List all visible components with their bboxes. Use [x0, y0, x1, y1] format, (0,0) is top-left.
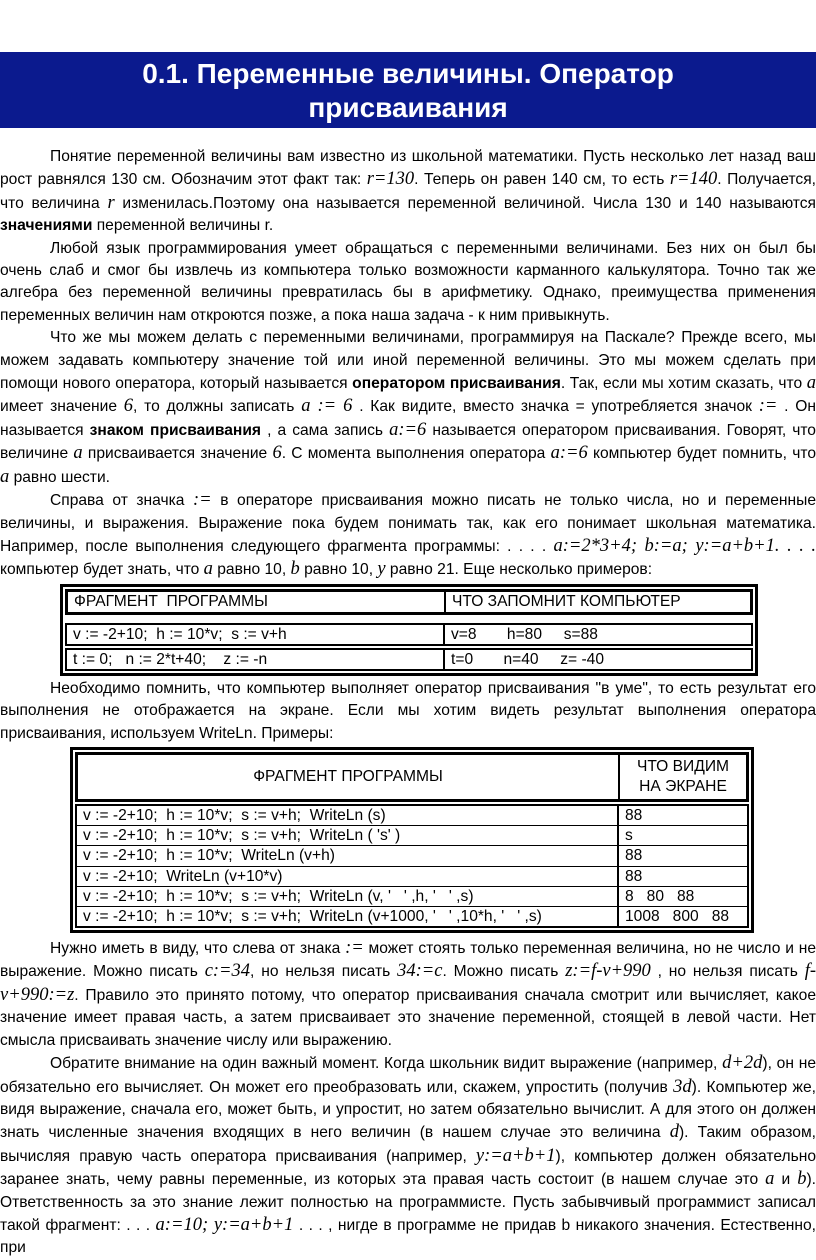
- text-run: , то должны записать: [133, 398, 302, 416]
- math-expr: :=: [758, 396, 778, 417]
- math-expr: a: [806, 373, 816, 394]
- math-expr: r=140: [669, 169, 718, 190]
- bold-term: знаком присваивания: [89, 421, 262, 439]
- text-run: Справа от значка: [50, 492, 193, 510]
- text-run: равно 10,: [212, 561, 291, 579]
- text-run: , но нельзя писать: [650, 963, 805, 981]
- math-expr: :=: [193, 490, 212, 511]
- table-row: [77, 846, 747, 866]
- math-expr: 34:=c: [397, 961, 443, 982]
- math-expr: c:=34: [204, 961, 251, 982]
- math-expr: a: [0, 466, 10, 487]
- paragraph-6: [0, 937, 816, 1052]
- text-run: равно 21. Еще несколько примеров:: [385, 561, 653, 579]
- text-run: изменилась.Поэтому она называется переменной величиной. Числа 130 и 140 называются: [114, 194, 816, 212]
- row-output: 88: [625, 847, 643, 865]
- row-output: 8 80 88: [625, 887, 695, 905]
- table-row: [77, 826, 747, 846]
- text-run: переменной величины r.: [92, 217, 274, 235]
- text-run: может стоять только переменная величина, но не число и не выражение. Можно писать: [0, 940, 816, 981]
- text-run: Понятие переменной величины вам известно из школьной математики. Пусть несколько лет назад ваш рост равнялся 130 см. Обозначим этот факт так:: [0, 148, 816, 189]
- text-run: ). Компьютер же, видя выражение, сначала его, может быть, и упростит, но затем обязательно вычислит. А для этого он должен знать численные значения входящих в него величин (в нашем случае это величина: [0, 1078, 816, 1142]
- text-run: ). Таким образом, вычисляя правую часть оператора присваивания (например,: [0, 1124, 816, 1165]
- row-fragment: v := -2+10; h := 10*v; s := v+h: [67, 625, 445, 644]
- paragraph-5: Необходимо помнить, что компьютер выполняет оператор присваивания "в уме", то есть результат его выполнения не отображается на экране. Если мы хотим видеть результат выполнения оператора присваивания, используем WriteLn. Примеры:: [0, 679, 816, 742]
- row-fragment: v := -2+10; h := 10*v; WriteLn (v+h): [77, 846, 619, 865]
- math-expr: r=130: [366, 169, 415, 190]
- math-expr: d: [669, 1122, 679, 1143]
- text-run: компьютер будет помнить, что: [587, 445, 816, 463]
- math-expr: d+2d: [722, 1053, 763, 1074]
- math-expr: a: [73, 443, 83, 464]
- header-fragment: ФРАГМЕНТ ПРОГРАММЫ: [78, 755, 620, 799]
- text-run: . Правило это принято потому, что оператор присваивания сначала смотрит или вычисляет, какое значение имеет правая часть, а затем присваивает это значение переменной, стоящей в левой части. Нет смысла присваивать значение числу или выражению.: [0, 986, 816, 1049]
- text-run: . Получается, что величина: [0, 171, 816, 212]
- table-row: [65, 648, 753, 671]
- math-expr: 3d: [673, 1076, 692, 1097]
- text-run: ), компьютер должен обязательно заранее знать, чему равны переменные, из которых эта правая часть состоит (в нашем случае это: [0, 1147, 816, 1189]
- text-run: равно 10,: [299, 561, 378, 579]
- text-run: . Теперь он равен 140 см, то есть: [414, 171, 670, 189]
- text-run: , а сама запись: [261, 421, 390, 439]
- math-expr: y:=a+b+1: [475, 1145, 556, 1166]
- paragraph-1: [0, 146, 816, 238]
- row-output: 1008 800 88: [625, 907, 730, 925]
- text-run: равно шести.: [9, 468, 110, 486]
- text-run: имеет значение: [0, 398, 124, 416]
- bold-term: оператором присваивания: [352, 375, 561, 393]
- text-run: называется оператором присваивания. Говорят, что величине: [0, 421, 816, 463]
- table-row: [65, 623, 753, 646]
- heading-line-2: присваивания: [308, 92, 508, 123]
- math-expr: b: [290, 559, 300, 580]
- writeln-table: [70, 747, 754, 933]
- header-screen-line-1: ЧТО ВИДИМ: [636, 757, 730, 775]
- paragraph-7: [0, 1052, 816, 1260]
- math-expr: y: [377, 559, 386, 580]
- row-output: 88: [625, 806, 643, 824]
- text-run: ). Ответственность за это знание лежит полностью на программисте. Пусть забывчивый программист записал такой фрагмент: . . .: [0, 1171, 816, 1234]
- header-screen: [620, 755, 746, 799]
- table-header-row: [65, 589, 753, 615]
- row-fragment: v := -2+10; h := 10*v; s := v+h; WriteLn (s): [77, 806, 619, 825]
- math-expr: a: [765, 1169, 775, 1190]
- header-screen-line-2: НА ЭКРАНЕ: [639, 777, 727, 795]
- math-expr: 6: [272, 443, 282, 464]
- assignment-table: [60, 584, 758, 676]
- math-expr: 6: [123, 396, 134, 417]
- math-expr: a:=6: [389, 419, 427, 440]
- text-run: ), он не обязательно его вычисляет. Он может его преобразовать или, скажем, упростить (получив: [0, 1055, 816, 1096]
- row-output: s: [625, 827, 633, 845]
- row-fragment: v := -2+10; h := 10*v; s := v+h; WriteLn ( 's' ): [77, 826, 619, 845]
- table-gap: [63, 617, 755, 621]
- text-run: и: [774, 1171, 798, 1189]
- row-result: t=0 n=40 z= -40: [451, 650, 604, 668]
- table-row: [77, 806, 747, 826]
- bold-term: значениями: [0, 217, 93, 235]
- text-run: . С момента выполнения оператора: [281, 445, 551, 463]
- text-run: Нужно иметь в виду, что слева от знака: [50, 940, 346, 958]
- paragraph-2: Любой язык программирования умеет обращаться с переменными величинами. Без них он был бы очень слаб и смог бы извлечь из компьютера только возможности карманного калькулятора. Точно так же алгебра без переменной величины превратилась бы в арифметику. Однако, преимущества применения переменных величин нам откроются позже, а пока наша задача - к ним привыкнуть.: [0, 239, 816, 324]
- table-row: [77, 887, 747, 907]
- math-expr: a:=10; y:=a+b+1: [155, 1214, 294, 1235]
- text-run: Что же мы можем делать с переменными величинами, программируя на Паскале? Прежде всего, мы можем задавать компьютеру значение той или иной переменной величины. Это мы можем сделать при помощи нового оператора, который называется: [0, 329, 816, 393]
- row-fragment: v := -2+10; WriteLn (v+10*v): [77, 867, 619, 886]
- text-run: в операторе присваивания можно писать не только числа, но и переменные величины, и выражения. Выражение пока будем понимать так, как его понимает школьная математика. Например, после выполнения следующего фрагмента программы: . . . .: [0, 492, 816, 555]
- row-fragment: v := -2+10; h := 10*v; s := v+h; WriteLn (v, ' ' ,h, ' ' ,s): [77, 887, 619, 906]
- text-run: . Он называется: [0, 398, 816, 439]
- row-fragment: v := -2+10; h := 10*v; s := v+h; WriteLn (v+1000, ' ' ,10*h, ' ' ,s): [77, 907, 619, 926]
- math-expr: a := 6: [301, 396, 353, 417]
- math-expr: b: [797, 1169, 807, 1190]
- table-body: [75, 804, 749, 928]
- table-header-row: [75, 752, 749, 802]
- text-run: присваивается значение: [82, 445, 273, 463]
- row-output: 88: [625, 867, 643, 885]
- row-fragment: t := 0; n := 2*t+40; z := -n: [67, 650, 445, 669]
- table-row: [77, 867, 747, 887]
- table-row: [77, 907, 747, 926]
- math-expr: z:=f-v+990: [565, 961, 651, 982]
- text-run: . . . , нигде в программе не придав b никакого значения. Естественно, при: [0, 1216, 816, 1257]
- math-expr: :=: [345, 938, 364, 959]
- body-text: [0, 146, 816, 1260]
- math-expr: f-v+990:=z: [0, 961, 816, 1005]
- paragraph-3: [0, 327, 816, 489]
- math-expr: a:=6: [550, 443, 588, 464]
- text-run: компьютер будет знать, что: [0, 561, 204, 579]
- heading-line-1: 0.1. Переменные величины. Оператор: [142, 58, 674, 89]
- header-remembers: ЧТО ЗАПОМНИТ КОМПЬЮТЕР: [452, 592, 681, 610]
- row-result: v=8 h=80 s=88: [451, 625, 598, 643]
- text-run: , но нельзя писать: [250, 963, 398, 981]
- math-expr: r: [107, 192, 115, 213]
- header-fragment: ФРАГМЕНТ ПРОГРАММЫ: [68, 592, 446, 612]
- text-run: . Так, если мы хотим сказать, что: [560, 375, 807, 393]
- math-expr: a:=2*3+4; b:=a; y:=a+b+1. . . .: [553, 535, 816, 556]
- paragraph-4: [0, 489, 816, 582]
- math-expr: a: [203, 559, 213, 580]
- text-run: . Как видите, вместо значка = употребляется значок: [352, 398, 759, 416]
- section-heading: [0, 52, 816, 128]
- text-run: Обратите внимание на один важный момент. Когда школьник видит выражение (например,: [50, 1055, 723, 1073]
- text-run: . Можно писать: [442, 963, 566, 981]
